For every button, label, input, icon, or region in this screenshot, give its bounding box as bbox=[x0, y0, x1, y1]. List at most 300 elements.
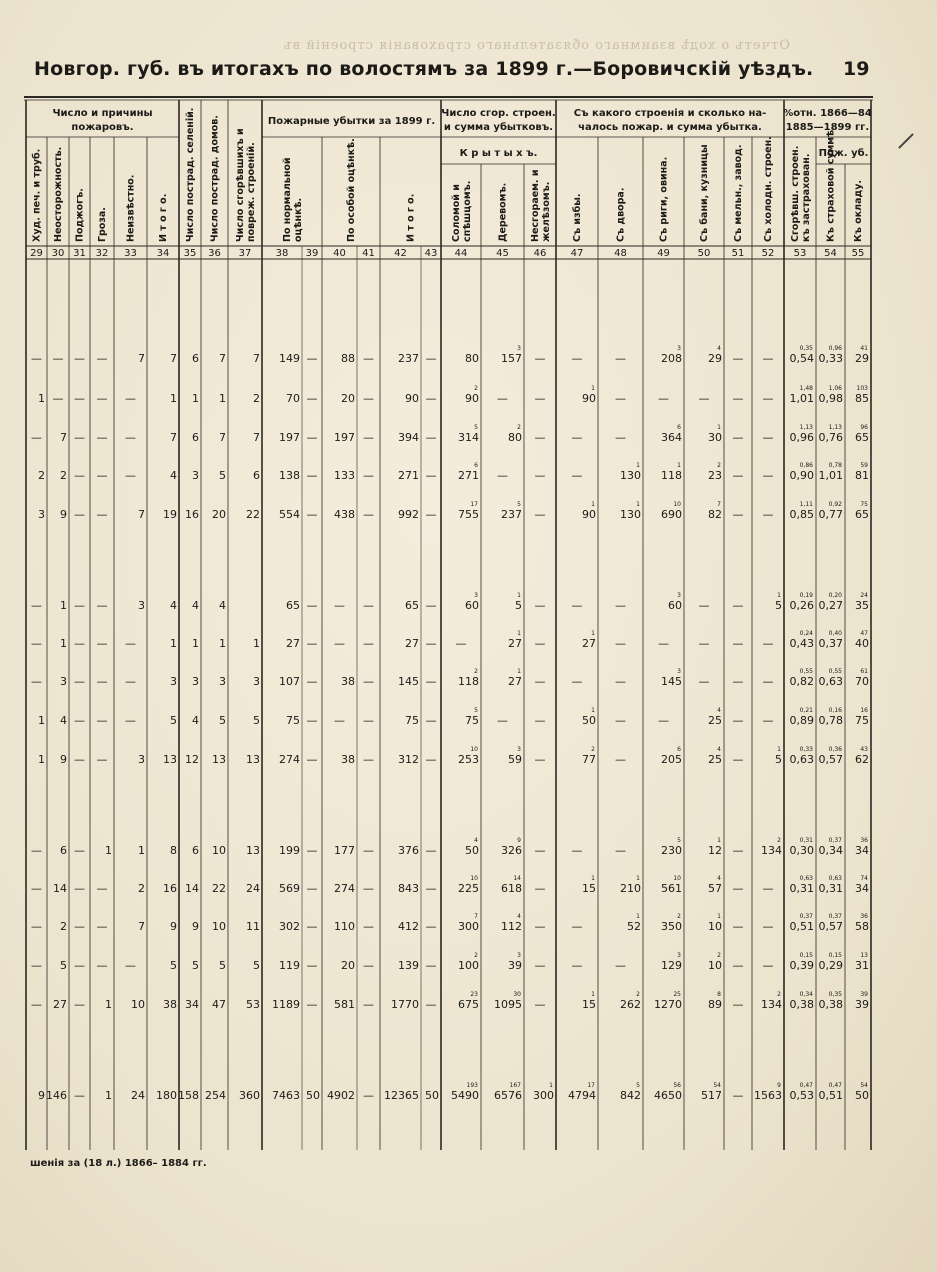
group-header-pct: 1885—1899 гг. bbox=[785, 122, 870, 133]
cell-30: 5 bbox=[60, 959, 67, 972]
page-number: 19 bbox=[843, 58, 870, 80]
cell-40: 4902 bbox=[327, 1089, 355, 1102]
cell-54: 0,57 bbox=[818, 920, 843, 933]
cell-49: — bbox=[658, 392, 669, 405]
cell-34: 180 bbox=[156, 1089, 177, 1102]
superscript-count-44: 23 bbox=[470, 991, 478, 998]
cell-42: 271 bbox=[398, 469, 419, 482]
superscript-count-53: 1,48 bbox=[799, 385, 813, 392]
cell-53: 0,51 bbox=[789, 920, 814, 933]
cell-53: 0,85 bbox=[789, 508, 814, 521]
cell-53: 0,38 bbox=[789, 998, 814, 1011]
cell-54: 0,29 bbox=[818, 959, 843, 972]
cell-54: 0,76 bbox=[818, 431, 843, 444]
column-index-30: 30 bbox=[51, 248, 65, 259]
cell-30: 27 bbox=[53, 998, 67, 1011]
superscript-count-53: 0,15 bbox=[799, 952, 813, 959]
cell-46: — bbox=[534, 392, 546, 405]
cell-49: 230 bbox=[661, 844, 682, 857]
cell-35: 3 bbox=[192, 469, 199, 482]
superscript-count-44: 2 bbox=[474, 952, 478, 959]
cell-33: 3 bbox=[138, 753, 145, 766]
cell-49: 129 bbox=[661, 959, 682, 972]
cell-42: 27 bbox=[405, 637, 419, 650]
cell-39: — bbox=[306, 352, 318, 365]
cell-32: — bbox=[96, 714, 108, 727]
superscript-count-45: 2 bbox=[517, 424, 521, 431]
cell-54: 0,33 bbox=[818, 352, 843, 365]
cell-36: 1 bbox=[219, 637, 226, 650]
cell-38: 70 bbox=[286, 392, 300, 405]
column-header-36: Число пострад. домов. bbox=[209, 115, 221, 242]
column-header-29: Худ. печ. и труб. bbox=[31, 148, 43, 242]
superscript-count-53: 0,55 bbox=[799, 668, 813, 675]
cell-38: 107 bbox=[279, 675, 300, 688]
cell-46: — bbox=[534, 844, 546, 857]
cell-47: — bbox=[571, 844, 583, 857]
cell-36: 7 bbox=[219, 431, 226, 444]
cell-55: 40 bbox=[855, 637, 869, 650]
cell-47: 77 bbox=[582, 753, 596, 766]
cell-34: 1 bbox=[170, 637, 177, 650]
column-index-50: 50 bbox=[697, 248, 711, 259]
cell-30: 14 bbox=[53, 882, 67, 895]
cell-42: 237 bbox=[398, 352, 419, 365]
cell-41: — bbox=[363, 352, 374, 365]
cell-41: — bbox=[363, 714, 374, 727]
cell-47: — bbox=[571, 352, 583, 365]
cell-45: 27 bbox=[508, 637, 522, 650]
superscript-count-45: 3 bbox=[517, 952, 521, 959]
cell-31: — bbox=[74, 882, 85, 895]
superscript-count-48: 1 bbox=[636, 501, 640, 508]
column-index-32: 32 bbox=[95, 248, 109, 259]
cell-38: 302 bbox=[279, 920, 300, 933]
column-header-48: Съ двора. bbox=[615, 187, 627, 242]
superscript-count-45: 14 bbox=[513, 875, 521, 882]
cell-48: 130 bbox=[620, 469, 641, 482]
cell-33: 1 bbox=[138, 844, 145, 857]
cell-38: 27 bbox=[286, 637, 300, 650]
cell-49: 364 bbox=[661, 431, 682, 444]
cell-55: 50 bbox=[855, 1089, 869, 1102]
cell-39: — bbox=[306, 675, 318, 688]
cell-43: — bbox=[425, 352, 437, 365]
cell-37: 7 bbox=[253, 431, 260, 444]
superscript-count-49: 5 bbox=[677, 837, 681, 844]
superscript-count-55: 43 bbox=[860, 746, 868, 753]
column-header-32: Гроза. bbox=[97, 207, 108, 242]
superscript-count-50: 1 bbox=[717, 424, 721, 431]
cell-44: 75 bbox=[465, 714, 479, 727]
superscript-count-53: 0,34 bbox=[799, 991, 813, 998]
cell-46: — bbox=[534, 352, 546, 365]
table-row bbox=[31, 837, 869, 857]
cell-29: — bbox=[31, 844, 42, 857]
superscript-count-50: 4 bbox=[717, 707, 721, 714]
cell-38: 149 bbox=[279, 352, 300, 365]
cell-55: 29 bbox=[855, 352, 869, 365]
cell-53: 0,90 bbox=[789, 469, 814, 482]
cell-48: — bbox=[615, 753, 626, 766]
superscript-count-45: 3 bbox=[517, 345, 521, 352]
cell-52: — bbox=[762, 714, 774, 727]
cell-52: — bbox=[762, 675, 774, 688]
superscript-count-53: 0,31 bbox=[799, 837, 813, 844]
cell-32: — bbox=[96, 959, 108, 972]
cell-42: 394 bbox=[398, 431, 419, 444]
cell-39: — bbox=[306, 392, 318, 405]
cell-30: 146 bbox=[46, 1089, 67, 1102]
cell-50: 82 bbox=[708, 508, 722, 521]
table-row bbox=[31, 668, 869, 688]
cell-31: — bbox=[74, 508, 85, 521]
superscript-count-48: 5 bbox=[636, 1082, 640, 1089]
cell-42: 145 bbox=[398, 675, 419, 688]
column-index-55: 55 bbox=[851, 248, 865, 259]
superscript-count-54: 0,20 bbox=[828, 592, 842, 599]
cell-44: 314 bbox=[458, 431, 479, 444]
cell-40: 38 bbox=[341, 675, 355, 688]
cell-50: 30 bbox=[708, 431, 722, 444]
superscript-count-55: 24 bbox=[860, 592, 868, 599]
cell-29: — bbox=[31, 998, 42, 1011]
table-row bbox=[31, 345, 869, 365]
cell-34: 8 bbox=[170, 844, 177, 857]
superscript-count-53: 0,33 bbox=[799, 746, 813, 753]
cell-53: 0,82 bbox=[789, 675, 814, 688]
cell-47: — bbox=[571, 959, 583, 972]
cell-37: 53 bbox=[246, 998, 260, 1011]
cell-38: 554 bbox=[279, 508, 300, 521]
group-header-burned: и сумма убытковъ. bbox=[443, 122, 554, 133]
cell-51: — bbox=[732, 882, 744, 895]
column-header-34: И т о г о. bbox=[158, 193, 169, 242]
superscript-count-44: 193 bbox=[466, 1082, 478, 1089]
cell-32: — bbox=[96, 508, 108, 521]
cell-35: 4 bbox=[192, 714, 199, 727]
superscript-count-49: 3 bbox=[677, 668, 681, 675]
cell-40: — bbox=[334, 637, 345, 650]
cell-49: 350 bbox=[661, 920, 682, 933]
cell-47: 15 bbox=[582, 882, 596, 895]
column-header-37: Число сгорѣвшихъ иповреж. строеній. bbox=[235, 128, 257, 242]
cell-44: 100 bbox=[458, 959, 479, 972]
superscript-count-49: 56 bbox=[673, 1082, 681, 1089]
superscript-count-54: 0,78 bbox=[828, 462, 842, 469]
cell-44: 253 bbox=[458, 753, 479, 766]
cell-52: — bbox=[762, 508, 774, 521]
cell-34: 4 bbox=[170, 469, 177, 482]
cell-40: — bbox=[334, 714, 345, 727]
cell-31: — bbox=[74, 599, 85, 612]
cell-30: 9 bbox=[60, 508, 67, 521]
cell-51: — bbox=[732, 352, 744, 365]
superscript-count-49: 25 bbox=[673, 991, 681, 998]
superscript-count-55: 59 bbox=[860, 462, 868, 469]
cell-40: 110 bbox=[334, 920, 355, 933]
superscript-count-49: 1 bbox=[677, 462, 681, 469]
superscript-count-54: 0,55 bbox=[828, 668, 842, 675]
superscript-count-48: 2 bbox=[636, 991, 640, 998]
cell-41: — bbox=[363, 753, 374, 766]
cell-37: 1 bbox=[253, 637, 260, 650]
table-grid bbox=[24, 97, 873, 1150]
cell-33: 2 bbox=[138, 882, 145, 895]
superscript-count-55: 39 bbox=[860, 991, 868, 998]
subgroup-header-burned: К р ы т ы х ъ. bbox=[459, 148, 538, 159]
cell-39: — bbox=[306, 469, 318, 482]
superscript-count-44: 5 bbox=[474, 707, 478, 714]
cell-54: 0,57 bbox=[818, 753, 843, 766]
cell-54: 0,31 bbox=[818, 882, 843, 895]
cell-45: 157 bbox=[501, 352, 522, 365]
superscript-count-44: 17 bbox=[470, 501, 478, 508]
cell-29: 1 bbox=[38, 753, 45, 766]
column-index-33: 33 bbox=[124, 248, 137, 259]
cell-40: 133 bbox=[334, 469, 355, 482]
superscript-count-49: 10 bbox=[673, 501, 681, 508]
cell-45: 27 bbox=[508, 675, 522, 688]
cell-44: 118 bbox=[458, 675, 479, 688]
cell-39: — bbox=[306, 920, 318, 933]
cell-47: 15 bbox=[582, 998, 596, 1011]
column-header-35: Число пострад. селеній. bbox=[185, 107, 196, 242]
column-index-54: 54 bbox=[824, 248, 837, 259]
cell-29: — bbox=[31, 352, 42, 365]
superscript-count-55: 74 bbox=[860, 875, 868, 882]
superscript-count-44: 6 bbox=[474, 462, 478, 469]
cell-55: 65 bbox=[855, 431, 869, 444]
table-row bbox=[31, 592, 869, 612]
cell-34: 7 bbox=[170, 431, 177, 444]
cell-46: — bbox=[534, 882, 546, 895]
superscript-count-53: 0,24 bbox=[799, 630, 813, 637]
superscript-count-49: 6 bbox=[677, 424, 681, 431]
cell-55: 39 bbox=[855, 998, 869, 1011]
superscript-count-49: 3 bbox=[677, 952, 681, 959]
cell-54: 0,34 bbox=[818, 844, 843, 857]
column-header-47: Съ избы. bbox=[572, 193, 583, 242]
cell-32: — bbox=[96, 882, 108, 895]
cell-34: 1 bbox=[170, 392, 177, 405]
cell-36: 20 bbox=[212, 508, 226, 521]
cell-29: — bbox=[31, 599, 42, 612]
column-index-48: 48 bbox=[614, 248, 627, 259]
cell-55: 85 bbox=[855, 392, 869, 405]
cell-36: 254 bbox=[205, 1089, 226, 1102]
cell-32: — bbox=[96, 675, 108, 688]
table-row bbox=[38, 746, 869, 766]
cell-31: — bbox=[74, 352, 85, 365]
superscript-count-45: 1 bbox=[517, 592, 521, 599]
cell-52: — bbox=[762, 920, 774, 933]
cell-36: 3 bbox=[219, 675, 226, 688]
cell-36: 10 bbox=[212, 920, 226, 933]
cell-32: — bbox=[96, 753, 108, 766]
cell-41: — bbox=[363, 920, 374, 933]
superscript-count-49: 6 bbox=[677, 746, 681, 753]
cell-36: 10 bbox=[212, 844, 226, 857]
cell-45: 5 bbox=[515, 599, 522, 612]
cell-53: 0,39 bbox=[789, 959, 814, 972]
cell-40: — bbox=[334, 599, 345, 612]
superscript-count-53: 0,63 bbox=[799, 875, 813, 882]
cell-44: 300 bbox=[458, 920, 479, 933]
cell-36: 5 bbox=[219, 959, 226, 972]
cell-49: 60 bbox=[668, 599, 682, 612]
cell-48: 262 bbox=[620, 998, 641, 1011]
cell-41: — bbox=[363, 882, 374, 895]
superscript-count-44: 10 bbox=[470, 746, 478, 753]
superscript-count-48: 1 bbox=[636, 462, 640, 469]
cell-45: — bbox=[497, 714, 508, 727]
cell-55: 31 bbox=[855, 959, 869, 972]
group-header-origin: чалось пожар. и сумма убытка. bbox=[578, 122, 762, 133]
cell-42: 1770 bbox=[391, 998, 419, 1011]
superscript-count-50: 2 bbox=[717, 462, 721, 469]
superscript-count-54: 1,06 bbox=[828, 385, 842, 392]
superscript-count-54: 0,35 bbox=[828, 991, 842, 998]
cell-39: — bbox=[306, 431, 318, 444]
cell-32: — bbox=[96, 920, 108, 933]
cell-49: 145 bbox=[661, 675, 682, 688]
cell-53: 0,96 bbox=[789, 431, 814, 444]
cell-42: 75 bbox=[405, 714, 419, 727]
cell-41: — bbox=[363, 508, 374, 521]
column-header-54: Къ страховой суммѣ. bbox=[825, 126, 837, 242]
cell-42: 65 bbox=[405, 599, 419, 612]
cell-52: — bbox=[762, 959, 774, 972]
superscript-count-49: 2 bbox=[677, 913, 681, 920]
cell-46: — bbox=[534, 508, 546, 521]
cell-35: 12 bbox=[185, 753, 199, 766]
cell-48: — bbox=[615, 959, 626, 972]
cell-51: — bbox=[732, 998, 744, 1011]
cell-45: 39 bbox=[508, 959, 522, 972]
cell-36: 5 bbox=[219, 469, 226, 482]
cell-35: 1 bbox=[192, 392, 199, 405]
cell-44: 5490 bbox=[451, 1089, 479, 1102]
superscript-count-52: 2 bbox=[777, 837, 781, 844]
cell-48: — bbox=[615, 352, 626, 365]
cell-45: — bbox=[497, 392, 508, 405]
cell-40: 20 bbox=[341, 959, 355, 972]
cell-31: — bbox=[74, 637, 85, 650]
superscript-count-48: 1 bbox=[636, 913, 640, 920]
column-index-44: 44 bbox=[454, 248, 468, 259]
column-index-38: 38 bbox=[275, 248, 289, 259]
cell-51: — bbox=[732, 753, 744, 766]
column-index-52: 52 bbox=[761, 248, 775, 259]
superscript-count-55: 16 bbox=[860, 707, 868, 714]
cell-41: — bbox=[363, 959, 374, 972]
cell-48: — bbox=[615, 599, 626, 612]
cell-45: 6576 bbox=[494, 1089, 522, 1102]
superscript-count-50: 1 bbox=[717, 837, 721, 844]
cell-32: — bbox=[96, 469, 108, 482]
table-row bbox=[31, 913, 869, 933]
superscript-count-45: 3 bbox=[517, 746, 521, 753]
cell-54: 0,27 bbox=[818, 599, 843, 612]
superscript-count-45: 1 bbox=[517, 630, 521, 637]
group-header-pct: %отн. 1866—84 bbox=[783, 108, 872, 119]
superscript-count-54: 0,37 bbox=[828, 913, 842, 920]
cell-29: — bbox=[31, 431, 42, 444]
page-title: Новгор. губ. въ итогахъ по волостямъ за 1899 г.—Боровичскій уѣздъ. bbox=[34, 58, 814, 80]
cell-42: 412 bbox=[398, 920, 419, 933]
cell-33: 7 bbox=[138, 508, 145, 521]
superscript-count-49: 10 bbox=[673, 875, 681, 882]
cell-37: 22 bbox=[246, 508, 260, 521]
cell-51: — bbox=[732, 1089, 744, 1102]
superscript-count-52: 1 bbox=[777, 746, 781, 753]
cell-31: — bbox=[74, 431, 85, 444]
superscript-count-53: 0,47 bbox=[799, 1082, 813, 1089]
cell-51: — bbox=[732, 392, 744, 405]
cell-47: 50 bbox=[582, 714, 596, 727]
cell-42: 90 bbox=[405, 392, 419, 405]
cell-46: 300 bbox=[533, 1089, 554, 1102]
cell-49: — bbox=[658, 714, 669, 727]
superscript-count-54: 0,37 bbox=[828, 837, 842, 844]
cell-50: — bbox=[698, 392, 710, 405]
cell-50: 57 bbox=[708, 882, 722, 895]
cell-32: — bbox=[96, 352, 108, 365]
cell-53: 1,01 bbox=[789, 392, 814, 405]
superscript-count-54: 0,40 bbox=[828, 630, 842, 637]
column-index-51: 51 bbox=[731, 248, 745, 259]
cell-54: 1,01 bbox=[818, 469, 843, 482]
column-index-36: 36 bbox=[208, 248, 221, 259]
cell-48: 210 bbox=[620, 882, 641, 895]
group-header-causes: Число и причины bbox=[52, 108, 153, 119]
cell-42: 843 bbox=[398, 882, 419, 895]
superscript-count-45: 167 bbox=[509, 1082, 521, 1089]
superscript-count-47: 1 bbox=[591, 991, 595, 998]
cell-32: — bbox=[96, 392, 108, 405]
column-index-37: 37 bbox=[238, 248, 252, 259]
superscript-count-47: 1 bbox=[591, 385, 595, 392]
cell-43: — bbox=[425, 469, 437, 482]
cell-52: — bbox=[762, 392, 774, 405]
column-header-46: Несгораем. ижелѣзомъ. bbox=[530, 169, 552, 242]
superscript-count-54: 0,36 bbox=[828, 746, 842, 753]
cell-40: 274 bbox=[334, 882, 355, 895]
cell-43: 50 bbox=[425, 1089, 439, 1102]
cell-52: 1563 bbox=[754, 1089, 782, 1102]
superscript-count-44: 3 bbox=[474, 592, 478, 599]
cell-35: 5 bbox=[192, 959, 199, 972]
cell-43: — bbox=[425, 675, 437, 688]
superscript-count-50: 2 bbox=[717, 952, 721, 959]
cell-31: — bbox=[74, 753, 85, 766]
cell-55: 58 bbox=[855, 920, 869, 933]
cell-38: 138 bbox=[279, 469, 300, 482]
column-header-53: Сгорѣвш. строен.къ застрахован. bbox=[790, 145, 812, 242]
cell-54: 0,38 bbox=[818, 998, 843, 1011]
column-index-39: 39 bbox=[305, 248, 319, 259]
cell-35: 6 bbox=[192, 844, 199, 857]
cell-29: 1 bbox=[38, 714, 45, 727]
column-header-52: Съ холодн. строен. bbox=[763, 136, 774, 242]
group-header-origin: Съ какого строенія и сколько на- bbox=[573, 108, 767, 119]
cell-54: 0,51 bbox=[818, 1089, 843, 1102]
cell-30: 6 bbox=[60, 844, 67, 857]
cell-29: 3 bbox=[38, 508, 45, 521]
cell-30: 7 bbox=[60, 431, 67, 444]
cell-38: 7463 bbox=[272, 1089, 300, 1102]
